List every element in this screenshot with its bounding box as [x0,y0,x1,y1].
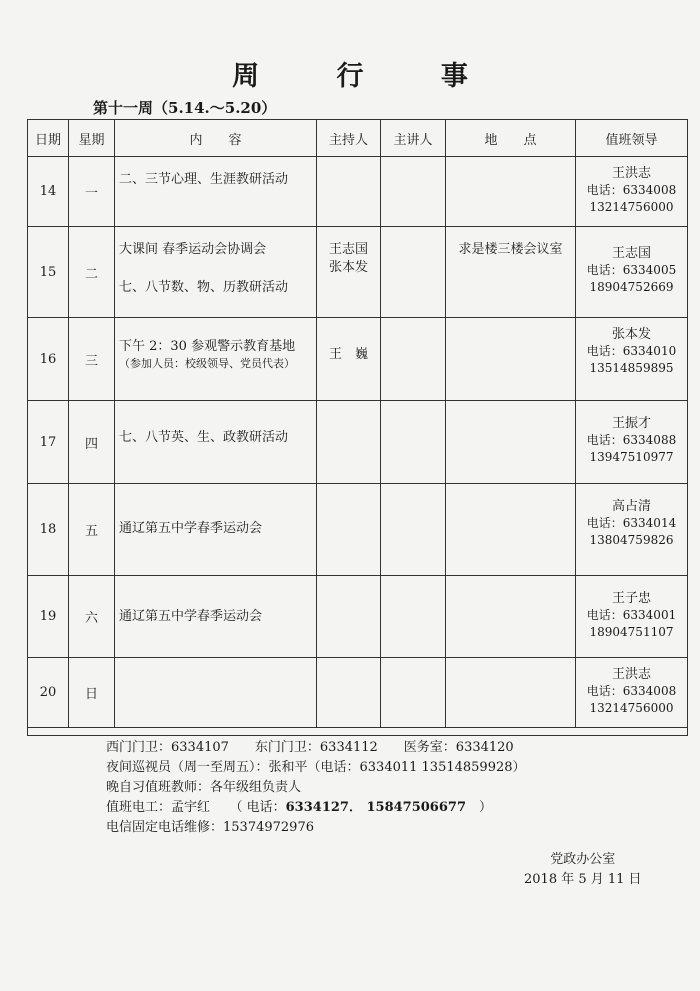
cell-weekday: 四 [69,401,115,484]
cell-date: 14 [28,157,69,227]
cell-host [317,157,381,227]
content-line: 下午 2：30 参观警示教育基地 [119,339,296,354]
table-row [28,318,688,401]
leader-name: 王子忠 [611,591,651,606]
leader-name: 高占清 [611,499,651,514]
cell-place [446,227,576,318]
leader-phone: 电话：6334088 [586,433,677,447]
table-row [28,157,688,227]
leader-mobile: 18904752669 [589,280,674,294]
header-weekday: 星期 [69,120,115,157]
host-name: 张本发 [328,260,368,275]
leader-mobile: 13214756000 [589,200,674,214]
header-row [28,120,688,157]
cell-date: 20 [28,658,69,728]
cell-leader [576,318,688,401]
header-content: 内 容 [115,120,317,157]
electrician-prefix: 值班电工：孟宇红 （ 电话： [106,800,286,815]
footer-patrol: 夜间巡视员（周一至周五）：张和平（电话：6334011 13514859928） [106,760,526,775]
cell-weekday: 日 [69,658,115,728]
table-row [28,658,688,728]
cell-content [115,401,317,484]
host-name: 王 巍 [328,347,368,362]
cell-leader [576,484,688,576]
leader-phone: 电话：6334001 [586,608,677,622]
content-line: 二、三节心理、生涯教研活动 [119,172,289,187]
table-row [28,576,688,658]
table-row [28,484,688,576]
leader-name: 王振才 [611,416,651,431]
cell-weekday: 一 [69,157,115,227]
schedule-table [27,119,688,736]
header-place: 地 点 [446,120,576,157]
cell-place [446,658,576,728]
table-row [28,401,688,484]
cell-leader [576,576,688,658]
leader-name: 王洪志 [611,667,651,682]
cell-content [115,658,317,728]
cell-weekday: 五 [69,484,115,576]
header-host: 主持人 [317,120,381,157]
cell-speaker [381,227,446,318]
header-speaker: 主讲人 [381,120,446,157]
cell-host [317,658,381,728]
content-line: 大课间 春季运动会协调会 [119,242,267,257]
cell-weekday: 六 [69,576,115,658]
content-line: 七、八节英、生、政教研活动 [119,430,289,445]
header-date: 日期 [28,120,69,157]
cell-speaker [381,401,446,484]
footer-gates: 西门门卫：6334107 东门门卫：6334112 医务室：6334120 [106,740,514,755]
footer-evening-duty: 晚自习值班教师：各年级组负责人 [106,780,302,795]
cell-leader [576,227,688,318]
leader-name: 张本发 [611,327,651,342]
cell-host [317,576,381,658]
leader-mobile: 13947510977 [589,450,674,464]
leader-phone: 电话：6334014 [586,516,677,530]
cell-place [446,157,576,227]
cell-speaker [381,157,446,227]
cell-place [446,576,576,658]
cell-place [446,401,576,484]
cell-date: 18 [28,484,69,576]
cell-content [115,576,317,658]
cell-place [446,318,576,401]
week-label: 第十一周（5.14.～5.20） [93,99,277,117]
cell-speaker [381,484,446,576]
cell-date: 19 [28,576,69,658]
cell-content [115,227,317,318]
footer-repair: 电信固定电话维修：15374972976 [106,820,314,835]
cell-host [317,318,381,401]
leader-name: 王洪志 [611,166,651,181]
cell-leader [576,157,688,227]
signoff-date: 2018 年 5 月 11 日 [524,872,642,887]
content-line: 七、八节数、物、历教研活动 [119,280,289,295]
cell-place [446,484,576,576]
footer-contacts [106,738,526,838]
cell-date: 16 [28,318,69,401]
cell-host [317,401,381,484]
cell-content [115,484,317,576]
leader-mobile: 13514859895 [589,361,674,375]
cell-speaker [381,576,446,658]
cell-speaker [381,658,446,728]
footer-electrician [106,798,526,818]
electrician-numbers: 6334127． 15847506677 [285,800,466,815]
leader-name: 王志国 [611,246,651,261]
cell-content [115,318,317,401]
content-line: 通辽第五中学春季运动会 [119,521,263,536]
leader-phone: 电话：6334008 [586,183,677,197]
leader-mobile: 13804759826 [589,533,674,547]
electrician-suffix: ） [465,800,492,815]
signoff [524,850,642,890]
leader-phone: 电话：6334008 [586,684,677,698]
cell-leader [576,658,688,728]
place-text: 求是楼三楼会议室 [458,242,563,257]
leader-mobile: 13214756000 [589,701,674,715]
content-note: （参加人员：校级领导、党员代表） [119,357,295,370]
content-line: 通辽第五中学春季运动会 [119,609,263,624]
cell-host [317,227,381,318]
signoff-office: 党政办公室 [550,852,616,867]
leader-phone: 电话：6334005 [586,263,677,277]
document-title: 周 行 事 [232,61,502,92]
header-leader: 值班领导 [576,120,688,157]
table-row [28,227,688,318]
cell-weekday: 三 [69,318,115,401]
cell-date: 15 [28,227,69,318]
table-end-row [28,728,688,736]
cell-weekday: 二 [69,227,115,318]
cell-content [115,157,317,227]
cell-leader [576,401,688,484]
leader-mobile: 18904751107 [589,625,674,639]
cell-speaker [381,318,446,401]
leader-phone: 电话：6334010 [586,344,677,358]
cell-date: 17 [28,401,69,484]
cell-host [317,484,381,576]
host-name: 王志国 [328,242,368,257]
